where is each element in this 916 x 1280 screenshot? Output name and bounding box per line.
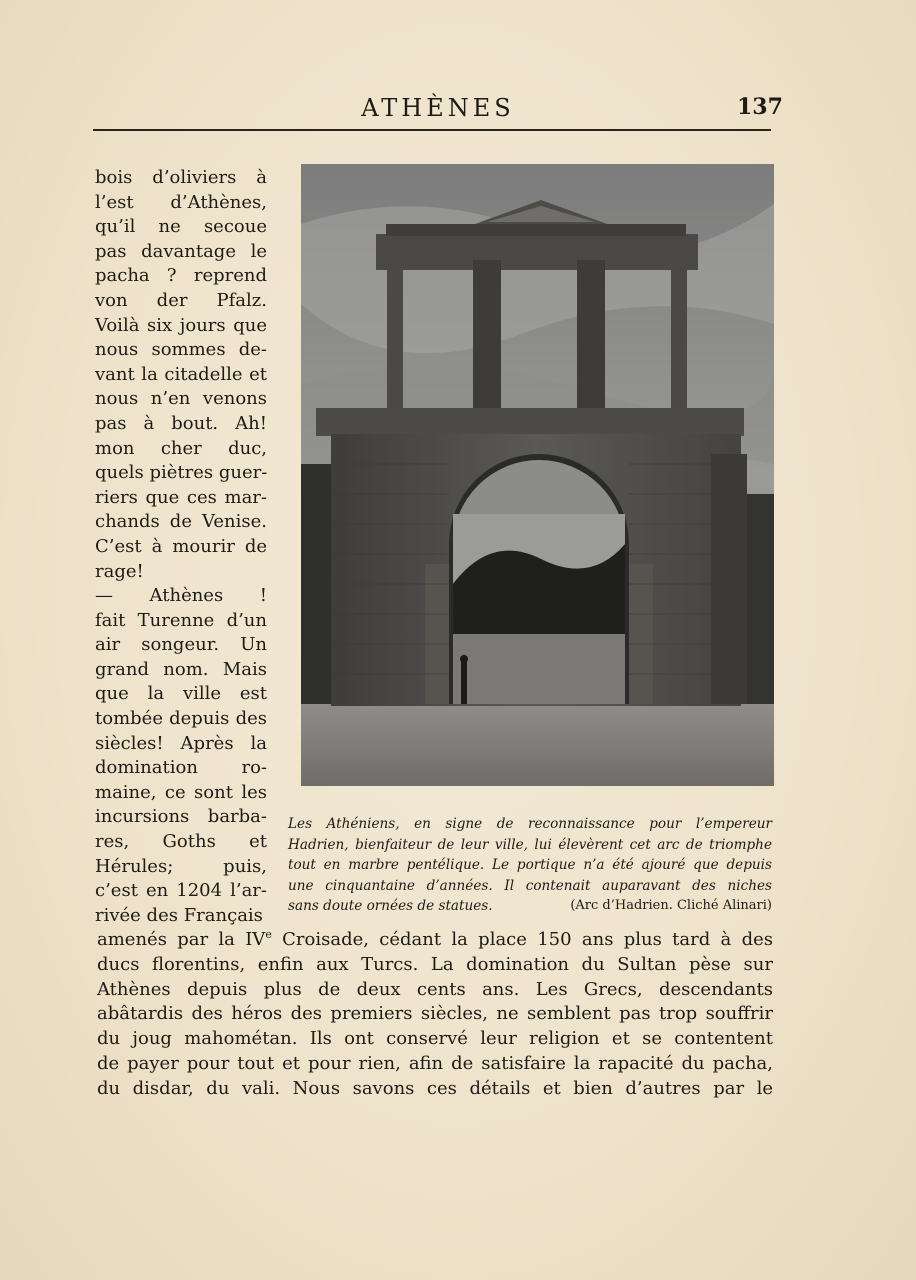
- paragraph-line: ducs florentins, enfin aux Turcs. La domination du Sultan pèse sur: [97, 953, 773, 975]
- paragraph-line: du disdar, du vali. Nous savons ces détails et bien d’autres par le: [97, 1077, 773, 1099]
- paragraph-line: [97, 928, 773, 953]
- paragraph-line: Athènes depuis plus de deux cents ans. Les Grecs, descendants: [97, 978, 773, 1000]
- column-line: incursions barba-: [95, 806, 267, 828]
- full-width-paragraph: [97, 928, 773, 1102]
- column-line: grand nom. Mais: [95, 658, 267, 680]
- column-line: res, Goths et: [95, 831, 267, 853]
- column-line: pas davantage le: [95, 240, 267, 262]
- paragraph-line: du joug mahométan. Ils ont conservé leur religion et se contentent: [97, 1028, 773, 1050]
- caption-line-last: [288, 896, 772, 917]
- caption-line: sans doute ornées de statues.: [288, 898, 493, 915]
- caption-line: Hadrien, bienfaiteur de leur ville, lui élevèrent cet arc de triomphe: [288, 836, 772, 853]
- narrow-text-column: [95, 166, 267, 928]
- paragraph-line: de payer pour tout et pour rien, afin de satisfaire la rapacité du pacha,: [97, 1052, 773, 1074]
- column-line: que la ville est: [95, 683, 267, 705]
- column-line: C’est à mourir de: [95, 535, 267, 557]
- column-line: rage!: [95, 560, 144, 582]
- column-line: tombée depuis des: [95, 708, 267, 730]
- hadrian-arch-illustration: [301, 164, 774, 786]
- column-line: siècles! Après la: [95, 732, 267, 754]
- running-title: ATHÈNES: [361, 94, 515, 122]
- page-number: 137: [737, 94, 783, 120]
- column-line: rivée des Français: [95, 904, 263, 926]
- column-line: von der Pfalz.: [95, 289, 267, 311]
- paragraph-text: Croisade, cédant la place 150 ans plus tard à des: [271, 929, 773, 950]
- column-line: l’est d’Athènes,: [95, 191, 267, 213]
- column-line: riers que ces mar-: [95, 486, 267, 508]
- column-line: vant la citadelle et: [95, 363, 267, 385]
- column-line: bois d’oliviers à: [95, 167, 267, 188]
- column-line: nous n’en venons: [95, 388, 267, 410]
- column-line: air songeur. Un: [95, 634, 267, 656]
- column-line: — Athènes !: [95, 585, 267, 607]
- caption-line: une cinquantaine d’années. Il contenait auparavant des niches: [288, 877, 772, 894]
- column-line: domination ro-: [95, 757, 267, 779]
- photo-caption: [288, 814, 772, 917]
- column-line: pacha ? reprend: [95, 265, 267, 287]
- arch-photograph: [301, 164, 774, 786]
- ordinal-superscript: e: [265, 928, 272, 941]
- column-line: nous sommes de-: [95, 339, 267, 361]
- column-line: Hérules; puis,: [95, 855, 267, 877]
- column-line: fait Turenne d’un: [95, 609, 267, 631]
- column-line: Voilà six jours que: [95, 314, 267, 336]
- column-line: mon cher duc,: [95, 437, 267, 459]
- photo-credit: (Arc d’Hadrien. Cliché Alinari): [570, 898, 772, 914]
- column-line: quels piètres guer-: [95, 462, 268, 484]
- header-rule: [93, 129, 771, 131]
- caption-line: Les Athéniens, en signe de reconnaissance pour l’empereur: [288, 816, 772, 832]
- column-line: maine, ce sont les: [95, 781, 267, 803]
- caption-line: tout en marbre pentélique. Le portique n’a été ajouré que depuis: [288, 857, 772, 874]
- paragraph-line: abâtardis des héros des premiers siècles, ne semblent pas trop souffrir: [97, 1003, 773, 1025]
- column-line: c’est en 1204 l’ar-: [95, 880, 267, 902]
- column-line: chands de Venise.: [95, 511, 267, 533]
- column-line: qu’il ne secoue: [95, 216, 267, 238]
- paragraph-text: amenés par la IV: [97, 929, 266, 950]
- column-line: pas à bout. Ah!: [95, 412, 267, 434]
